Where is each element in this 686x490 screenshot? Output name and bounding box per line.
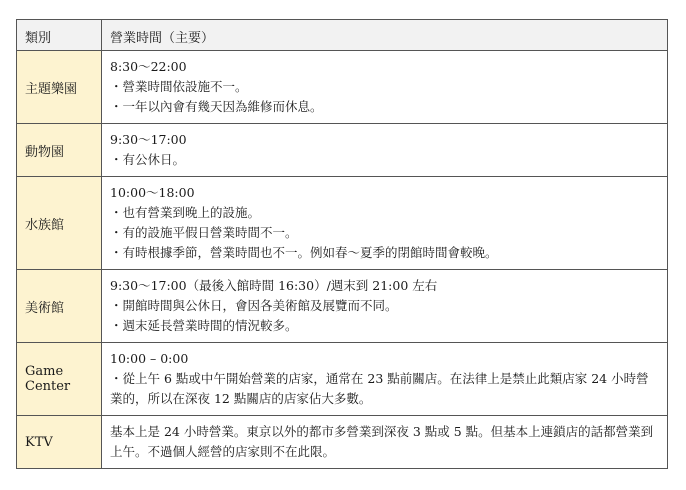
table-header-row [17,20,668,51]
table-row [17,416,668,469]
row-content-theme-park [102,51,668,124]
row-label-zoo [17,124,102,177]
row-content-museum [102,270,668,343]
row-label-text-line1: Game [25,364,64,379]
table-row [17,343,668,416]
hours-range: 10:00 – 0:00 [110,351,189,366]
note-line: ・開館時間與公休日，會因各美術館及展覽而不同。 [110,298,398,313]
row-label-aquarium [17,177,102,270]
hours-range: 9:30～17:00（最後入館時間 16:30）/週末到 21:00 左右 [110,278,438,293]
row-content-zoo [102,124,668,177]
header-hours: 營業時間（主要） [102,20,668,51]
header-category: 類別 [17,20,102,51]
note-line: ・有的設施平假日營業時間不一。 [110,225,298,240]
row-label-text: 水族館 [25,217,65,233]
row-label-text: 主題樂園 [25,81,78,97]
table-row [17,51,668,124]
row-label-theme-park [17,51,102,124]
table-row [17,177,668,270]
row-label-game-center [17,343,102,416]
hours-range: 10:00～18:00 [110,185,195,200]
note-line: ・一年以內會有幾天因為維修而休息。 [110,99,323,114]
table-row [17,124,668,177]
note-line: ・有時根據季節，營業時間也不一。例如春～夏季的閉館時間會較晚。 [110,245,498,260]
row-label-museum [17,270,102,343]
business-hours-table [16,19,668,469]
hours-range: 8:30～22:00 [110,59,187,74]
note-line: ・從上午 6 點或中午開始營業的店家，通常在 23 點前關店。在法律上是禁止此類店家 24 小時營業的，所以在深夜 12 點關店的店家佔大多數。 [110,371,649,406]
hours-range: 9:30～17:00 [110,132,187,147]
note-line: ・也有營業到晚上的設施。 [110,205,261,220]
row-label-text-line2: Center [25,379,71,394]
row-label-text: KTV [25,434,53,450]
row-label-text: 美術館 [25,300,65,316]
note-line: 基本上是 24 小時營業。東京以外的都市多營業到深夜 3 點或 5 點。但基本上連鎖店的話都營業到上午。不過個人經營的店家則不在此限。 [110,424,654,459]
row-content-aquarium [102,177,668,270]
row-label-text: 動物園 [25,144,65,160]
note-line: ・有公休日。 [110,152,186,167]
note-line: ・營業時間依設施不一。 [110,79,248,94]
table-row [17,270,668,343]
row-label-ktv [17,416,102,469]
row-content-game-center [102,343,668,416]
note-line: ・週末延長營業時間的情況較多。 [110,318,298,333]
row-content-ktv [102,416,668,469]
